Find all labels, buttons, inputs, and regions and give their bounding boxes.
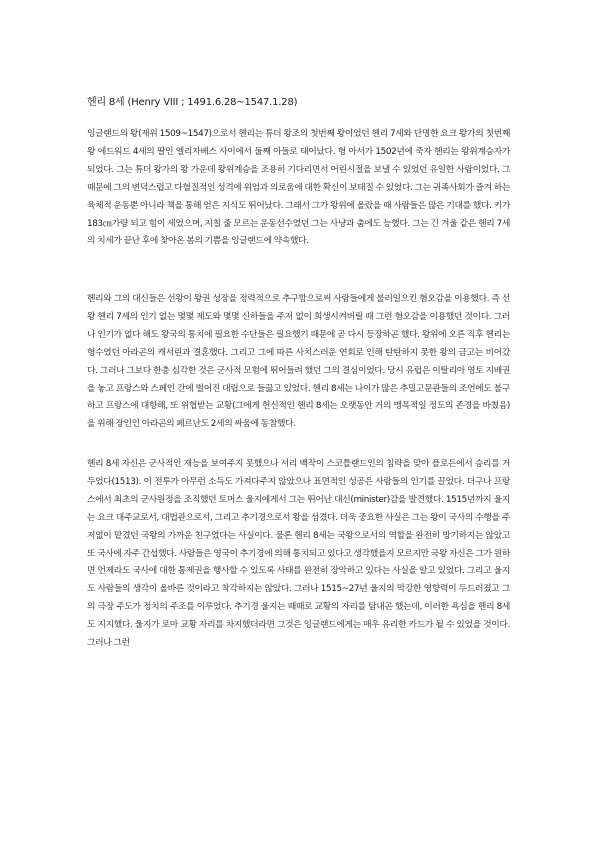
paragraph-1: 잉글랜드의 왕(재위 1509~1547)으로서 헨리는 튜더 왕조의 첫번째 왕이었던 헨리 7세와 단명한 요크 왕가의 첫번째 왕 에드워드 4세의 딸인 엘리자베스 사이에서 둘째 아들로 태어났다. 형 아서가 1502년에 죽자 헨리는 왕위계승자가 되었다. 그는 튜더 왕가의 왕 가운데 왕위계승을 조용히 기다리면서 어린시절을 보낼 수 있었던 유일한 사람이었다. 그때문에 그의 변덕스럽고 다혈질적인 성격에 위엄과 의로움에 대한 확신이 보태질 수 있었다. 그는 귀족사회가 즐겨 하는 육체적 운동뿐 아니라 책을 통해 얻은 지식도 뛰어났다. 그래서 그가 왕위에 올랐을 때 사람들은 많은 기대를 했다. 키가 183㎝가량 되고 힘이 세었으며, 지칠 줄 모르는 운동선수였던 그는 사냥과 춤에도 능했다. 그는 긴 겨울 같은 헨리 7세의 치세가 끝난 후에 찾아온 봄의 기쁨을 잉글랜드에 약속했다.: [87, 129, 510, 247]
document-title: 헨리 8세 (Henry VIII ; 1491.6.28~1547.1.28): [87, 97, 298, 108]
paragraph-3: 헨리 8세 자신은 군사적인 재능을 보여주지 못했으나 서리 백작이 스코틀랜드인의 침략을 맞아 플로든에서 승리를 거두었다(1513). 이 전투가 아무런 소득도 가져다주지 않았으나 표면적인 성공은 사람들의 인기를 끌었다. 더구나 프랑스에서 최초의 군사원정을 조직했던 토머스 울지에게서 그는 뛰어난 대신(minister)감을 발견했다. 1515년까지 울지는 요크 대주교로서, 대법관으로서, 그리고 추기경으로서 왕을 섬겼다. 더욱 중요한 사실은 그는 왕이 국사의 수행을 주저없이 맡겼던 국왕의 가까운 친구였다는 사실이다. 물론 헨리 8세는 국왕으로서의 역할을 완전히 방기하지는 않았고 또 국사에 자주 간섭했다. 사람들은 영국이 추기경에 의해 통치되고 있다고 생각했을지 모르지만 국왕 자신은 그가 원하면 언제라도 국사에 대한 통제권을 행사할 수 있도록 사태를 완전히 장악하고 있다는 사실을 알고 있었다. 그리고 울지도 사람들의 생각이 올바른 것이라고 착각하지는 않았다. 그러나 1515~27년 울지의 막강한 영향력이 두드러졌고 그의 극장 주도가 정치의 주조를 이루었다. 추기경 울지는 때때로 교황의 자리를 탐내곤 했는데, 이러한 욕심을 헨리 8세도 지지했다. 울지가 로마 교황 자리를 차지했더라면 그것은 잉글랜드에게는 매우 유리한 카드가 될 수 있었을 것이다. 그러나 그런: [87, 459, 510, 649]
paragraph-2: 헨리와 그의 대신들은 선왕이 왕권 성장을 정력적으로 추구함으로써 사람들에게 불러일으킨 혐오감을 이용했다. 즉 선왕 헨리 7세의 인기 없는 몇몇 제도와 몇몇 신하들을 주저 없이 희생시켜버릴 때 그런 혐오감을 이용했던 것이다. 그러나 인기가 없다 해도 왕국의 통치에 필요한 수단들은 필요했기 때문에 곧 다시 등장하곤 했다. 왕위에 오른 직후 헨리는 형수였던 아라곤의 캐서린과 결혼했다. 그리고 그에 따른 사치스러운 연회로 인해 탄탄하지 못한 왕의 금고는 비어갔다. 그러나 그보다 한층 심각한 것은 군사적 모험에 뛰어들려 했던 그의 결심이었다. 당시 유럽은 이탈리아 영토 지배권을 놓고 프랑스와 스페인 간에 벌어진 대립으로 들끓고 있었다. 헨리 8세는 나이가 많은 추밀고문관들의 조언에도 불구하고 프랑스에 대항해, 또 위협받는 교황(그에게 헌신적인 헨리 8세는 오랫동안 거의 맹목적일 정도의 존경을 바쳤음)을 위해 장인인 아라곤의 페르난도 2세의 싸움에 동참했다.: [87, 294, 510, 430]
